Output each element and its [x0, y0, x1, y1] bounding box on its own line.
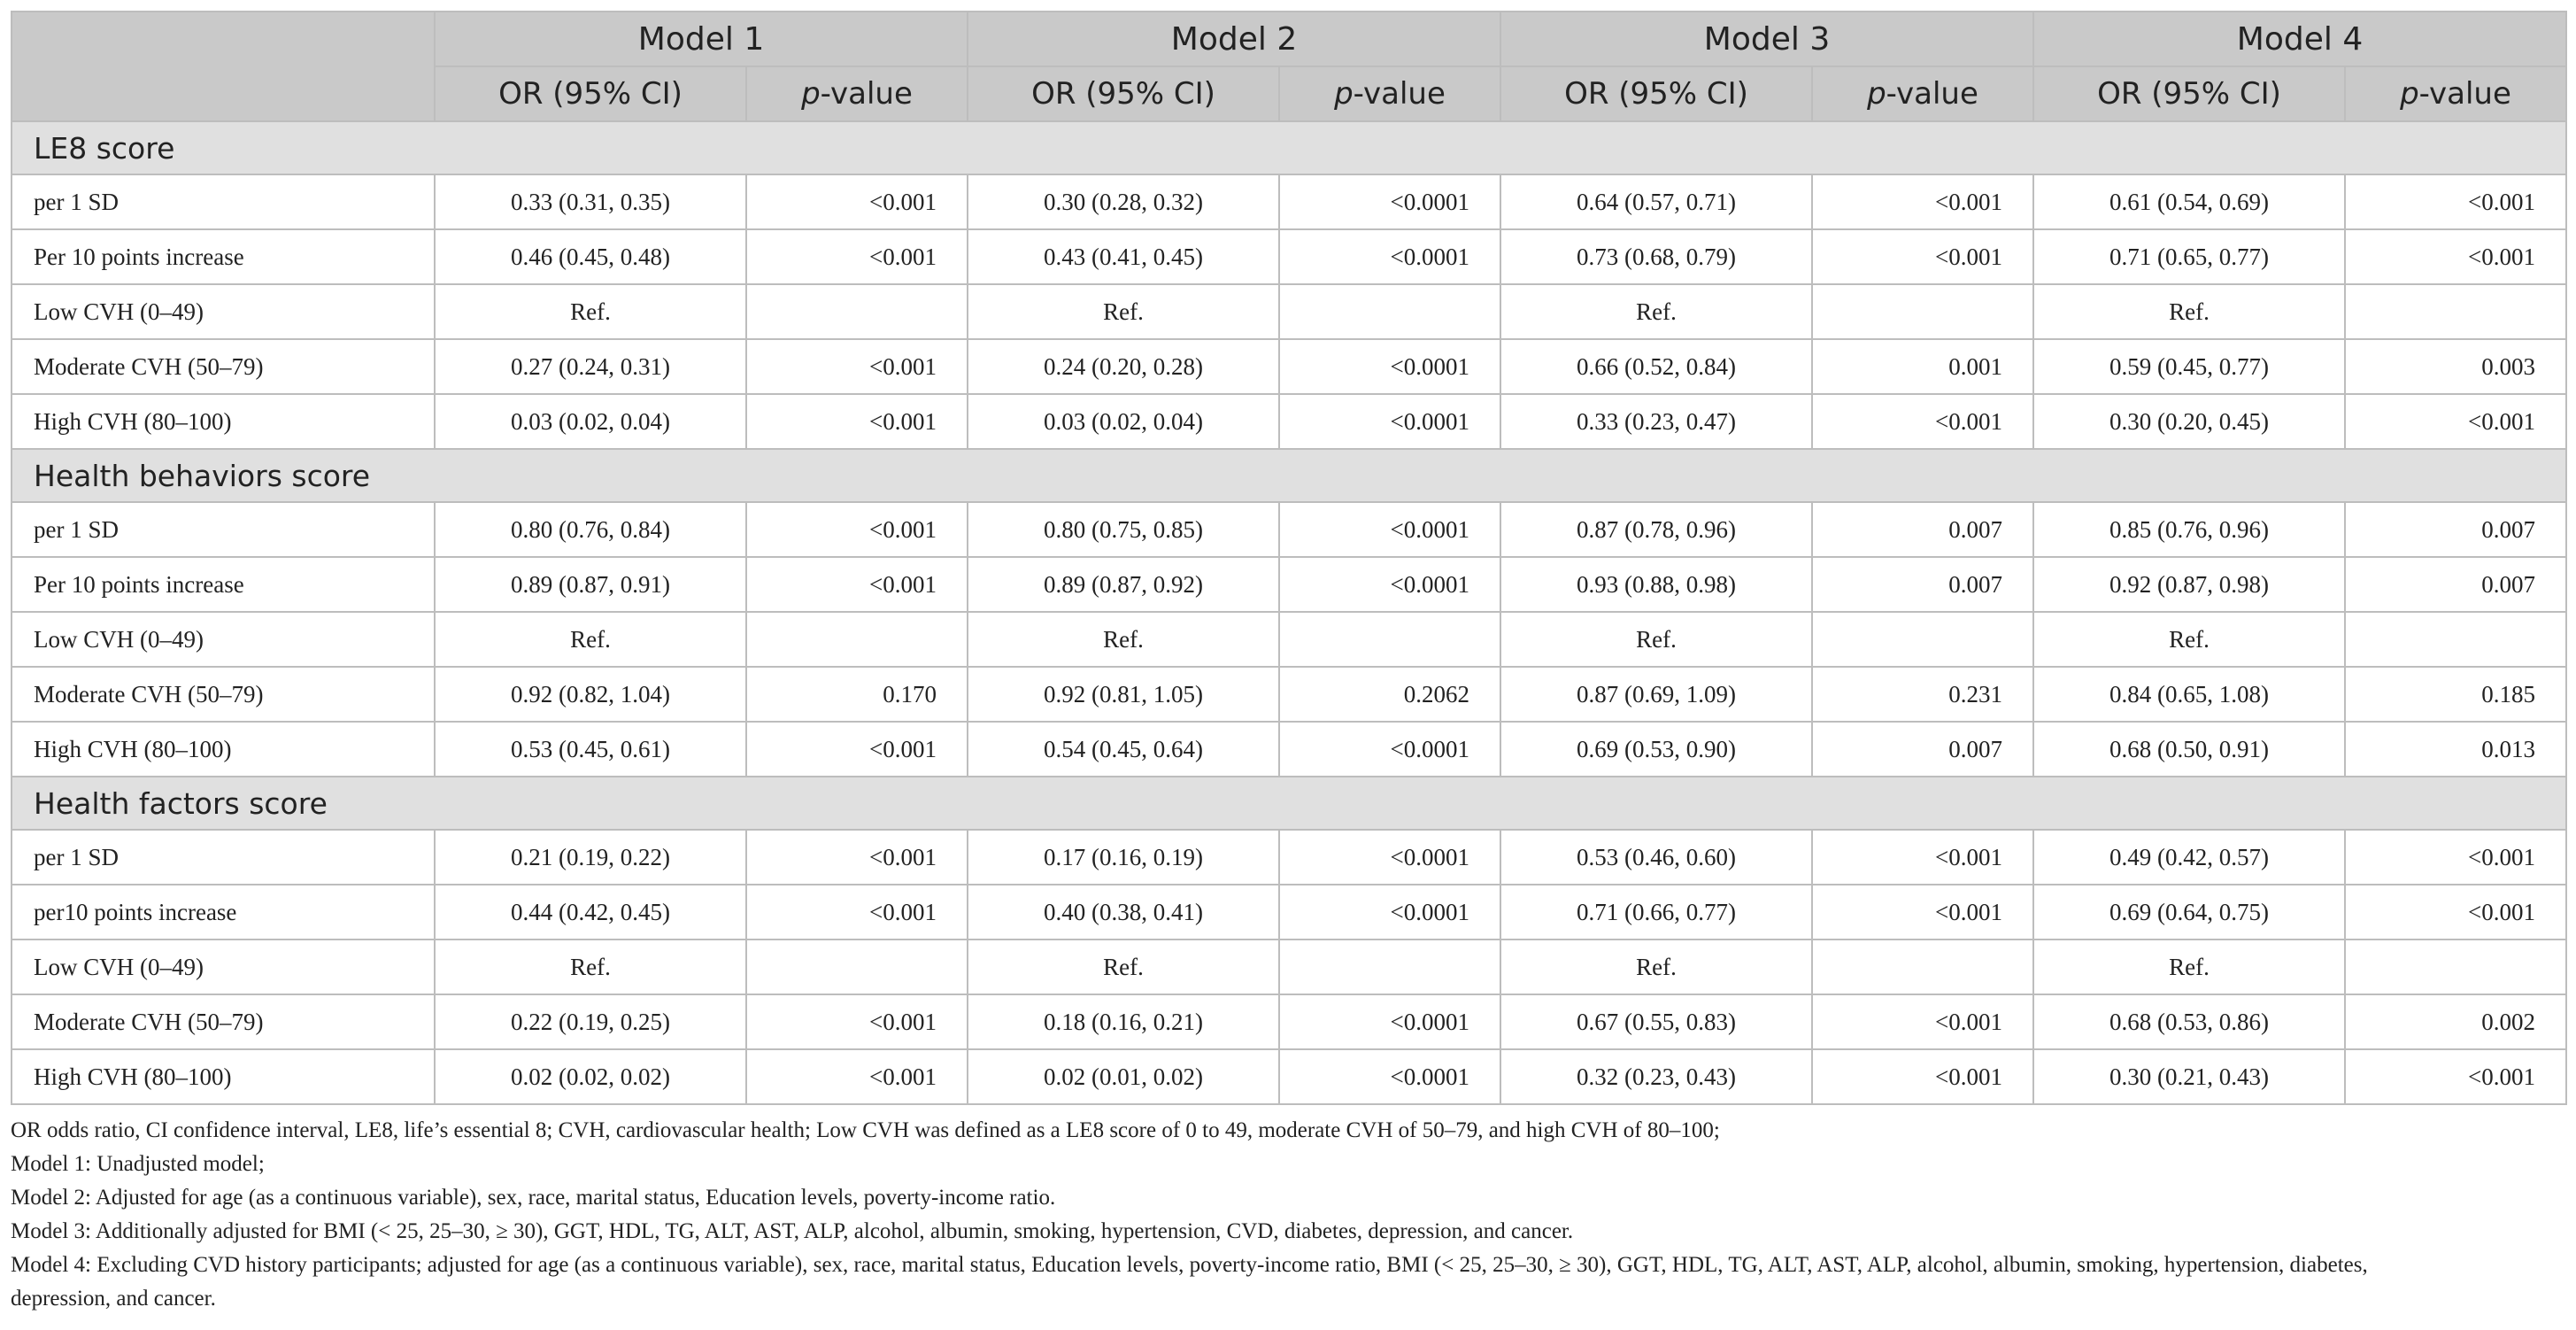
p-value-cell: <0.001 — [1812, 830, 2033, 885]
p-value-cell: <0.001 — [746, 557, 968, 612]
row-label: Moderate CVH (50–79) — [12, 994, 435, 1049]
or-ci-cell: Ref. — [1500, 940, 1812, 994]
or-ci-cell: 0.69 (0.64, 0.75) — [2033, 885, 2345, 940]
p-value-cell: <0.001 — [746, 994, 968, 1049]
p-value-cell: <0.001 — [1812, 394, 2033, 449]
p-value-cell: <0.0001 — [1279, 502, 1500, 557]
or-ci-cell: 0.80 (0.75, 0.85) — [968, 502, 1279, 557]
section-header-row — [12, 449, 2566, 502]
or-ci-cell: 0.27 (0.24, 0.31) — [435, 339, 746, 394]
or-ci-cell: 0.64 (0.57, 0.71) — [1500, 174, 1812, 229]
model-4-header: Model 4 — [2033, 12, 2566, 66]
p-suffix: -value — [2418, 76, 2511, 112]
p-value-cell: <0.001 — [1812, 1049, 2033, 1104]
table-body — [12, 121, 2566, 1104]
table-row — [12, 394, 2566, 449]
footnote-line: Model 1: Unadjusted model; — [11, 1152, 265, 1176]
p-value-cell — [1812, 284, 2033, 339]
p-value-cell: 0.001 — [1812, 339, 2033, 394]
p-letter: p — [801, 76, 821, 112]
odds-ratio-table — [11, 11, 2567, 1105]
p-value-header — [2345, 66, 2566, 121]
or-ci-cell: 0.73 (0.68, 0.79) — [1500, 229, 1812, 284]
p-value-cell — [746, 284, 968, 339]
p-value-cell: 0.002 — [2345, 994, 2566, 1049]
or-ci-cell: 0.40 (0.38, 0.41) — [968, 885, 1279, 940]
section-title: Health behaviors score — [12, 449, 2566, 502]
or-ci-cell: 0.02 (0.01, 0.02) — [968, 1049, 1279, 1104]
row-label: Low CVH (0–49) — [12, 284, 435, 339]
row-label: High CVH (80–100) — [12, 394, 435, 449]
p-value-cell: 0.170 — [746, 667, 968, 722]
table-row — [12, 284, 2566, 339]
or-ci-cell: 0.68 (0.53, 0.86) — [2033, 994, 2345, 1049]
footnote-line: Model 2: Adjusted for age (as a continuous variable), sex, race, marital status, Education levels, poverty-income ratio. — [11, 1186, 1056, 1210]
or-ci-header: OR (95% CI) — [1500, 66, 1812, 121]
p-value-cell — [2345, 284, 2566, 339]
p-value-cell: 0.007 — [1812, 502, 2033, 557]
p-value-cell: <0.0001 — [1279, 174, 1500, 229]
or-ci-cell: 0.18 (0.16, 0.21) — [968, 994, 1279, 1049]
model-3-header: Model 3 — [1500, 12, 2033, 66]
p-value-cell — [1279, 284, 1500, 339]
p-value-cell: <0.001 — [1812, 174, 2033, 229]
p-value-cell — [1812, 612, 2033, 667]
p-value-cell: <0.001 — [746, 722, 968, 777]
or-ci-cell: 0.80 (0.76, 0.84) — [435, 502, 746, 557]
table-row — [12, 940, 2566, 994]
or-ci-cell: 0.02 (0.02, 0.02) — [435, 1049, 746, 1104]
or-ci-cell: 0.71 (0.66, 0.77) — [1500, 885, 1812, 940]
p-value-cell: <0.001 — [746, 885, 968, 940]
table-row — [12, 557, 2566, 612]
footnote-line: OR odds ratio, CI confidence interval, LE8, life’s essential 8; CVH, cardiovascular health; Low CVH was defined as a LE8 score of 0 to 49, moderate CVH of 50–79, and high CVH of 80–100; — [11, 1118, 1720, 1142]
p-value-cell: <0.0001 — [1279, 339, 1500, 394]
table-row — [12, 229, 2566, 284]
or-ci-cell: Ref. — [968, 940, 1279, 994]
row-label: Per 10 points increase — [12, 557, 435, 612]
table-row — [12, 1049, 2566, 1104]
model-header-row — [12, 12, 2566, 66]
or-ci-cell: Ref. — [435, 612, 746, 667]
or-ci-cell: 0.59 (0.45, 0.77) — [2033, 339, 2345, 394]
table-row — [12, 994, 2566, 1049]
p-value-cell: <0.001 — [746, 174, 968, 229]
or-ci-cell: 0.24 (0.20, 0.28) — [968, 339, 1279, 394]
p-value-cell — [2345, 612, 2566, 667]
section-header-row — [12, 121, 2566, 174]
footnote-line: Model 4: Excluding CVD history participants; adjusted for age (as a continuous variable), sex, race, marital status, Education levels, poverty-income ratio, BMI (< 25, 25–30, ≥ 30), GGT, HDL, TG, ALT, AST, ALP, alcohol, albumin, smoking, hypertension, diabetes, — [11, 1253, 2368, 1277]
row-label: per 1 SD — [12, 174, 435, 229]
table-row — [12, 612, 2566, 667]
p-value-cell: 0.185 — [2345, 667, 2566, 722]
p-value-cell: <0.0001 — [1279, 830, 1500, 885]
or-ci-cell: 0.33 (0.23, 0.47) — [1500, 394, 1812, 449]
table-footnotes — [11, 1114, 2565, 1316]
or-ci-cell: 0.92 (0.81, 1.05) — [968, 667, 1279, 722]
table-row — [12, 174, 2566, 229]
p-value-cell — [1279, 940, 1500, 994]
section-header-row — [12, 777, 2566, 830]
model-1-header: Model 1 — [435, 12, 968, 66]
row-label: Low CVH (0–49) — [12, 940, 435, 994]
row-label: High CVH (80–100) — [12, 1049, 435, 1104]
p-value-cell: <0.001 — [2345, 830, 2566, 885]
p-suffix: -value — [1353, 76, 1446, 112]
p-letter: p — [2400, 76, 2419, 112]
or-ci-cell: 0.93 (0.88, 0.98) — [1500, 557, 1812, 612]
p-letter: p — [1867, 76, 1886, 112]
or-ci-cell: Ref. — [2033, 284, 2345, 339]
or-ci-cell: Ref. — [435, 284, 746, 339]
or-ci-cell: Ref. — [1500, 612, 1812, 667]
section-title: Health factors score — [12, 777, 2566, 830]
p-value-cell: <0.0001 — [1279, 722, 1500, 777]
row-label: per10 points increase — [12, 885, 435, 940]
p-value-cell: <0.001 — [1812, 885, 2033, 940]
p-value-cell: <0.0001 — [1279, 229, 1500, 284]
row-label: per 1 SD — [12, 502, 435, 557]
or-ci-cell: 0.87 (0.69, 1.09) — [1500, 667, 1812, 722]
or-ci-cell: 0.89 (0.87, 0.92) — [968, 557, 1279, 612]
p-value-cell: <0.0001 — [1279, 994, 1500, 1049]
or-ci-cell: 0.68 (0.50, 0.91) — [2033, 722, 2345, 777]
p-value-cell: <0.0001 — [1279, 557, 1500, 612]
or-ci-cell: 0.03 (0.02, 0.04) — [435, 394, 746, 449]
table-row — [12, 667, 2566, 722]
p-suffix: -value — [820, 76, 913, 112]
or-ci-cell: 0.54 (0.45, 0.64) — [968, 722, 1279, 777]
p-value-cell: 0.007 — [1812, 722, 2033, 777]
or-ci-cell: 0.22 (0.19, 0.25) — [435, 994, 746, 1049]
or-ci-cell: Ref. — [968, 612, 1279, 667]
row-label: per 1 SD — [12, 830, 435, 885]
row-label: Moderate CVH (50–79) — [12, 667, 435, 722]
row-label: Per 10 points increase — [12, 229, 435, 284]
p-value-cell: <0.001 — [2345, 394, 2566, 449]
table-row — [12, 502, 2566, 557]
or-ci-cell: 0.46 (0.45, 0.48) — [435, 229, 746, 284]
or-ci-cell: 0.33 (0.31, 0.35) — [435, 174, 746, 229]
p-value-cell: <0.001 — [1812, 994, 2033, 1049]
or-ci-cell: Ref. — [2033, 940, 2345, 994]
or-ci-cell: 0.92 (0.87, 0.98) — [2033, 557, 2345, 612]
p-value-cell: 0.231 — [1812, 667, 2033, 722]
or-ci-cell: 0.49 (0.42, 0.57) — [2033, 830, 2345, 885]
p-value-cell — [1279, 612, 1500, 667]
p-value-cell: <0.001 — [746, 502, 968, 557]
or-ci-cell: 0.53 (0.46, 0.60) — [1500, 830, 1812, 885]
p-value-cell: 0.003 — [2345, 339, 2566, 394]
or-ci-header: OR (95% CI) — [968, 66, 1279, 121]
or-ci-cell: Ref. — [1500, 284, 1812, 339]
or-ci-cell: 0.03 (0.02, 0.04) — [968, 394, 1279, 449]
footnote-line: Model 3: Additionally adjusted for BMI (< 25, 25–30, ≥ 30), GGT, HDL, TG, ALT, AST, ALP, alcohol, albumin, smoking, hypertension, CVD, diabetes, depression, and cancer. — [11, 1219, 1574, 1243]
p-value-cell: <0.001 — [2345, 174, 2566, 229]
or-ci-cell: 0.43 (0.41, 0.45) — [968, 229, 1279, 284]
or-ci-cell: 0.30 (0.20, 0.45) — [2033, 394, 2345, 449]
p-value-cell — [1812, 940, 2033, 994]
p-value-cell: <0.001 — [2345, 229, 2566, 284]
or-ci-cell: Ref. — [2033, 612, 2345, 667]
or-ci-cell: 0.21 (0.19, 0.22) — [435, 830, 746, 885]
or-ci-cell: 0.71 (0.65, 0.77) — [2033, 229, 2345, 284]
p-value-cell — [2345, 940, 2566, 994]
p-value-cell — [746, 940, 968, 994]
p-letter: p — [1334, 76, 1354, 112]
p-value-header — [1812, 66, 2033, 121]
p-value-cell: <0.0001 — [1279, 1049, 1500, 1104]
p-suffix: -value — [1886, 76, 1978, 112]
table-row — [12, 722, 2566, 777]
or-ci-cell: Ref. — [435, 940, 746, 994]
or-ci-cell: 0.85 (0.76, 0.96) — [2033, 502, 2345, 557]
p-value-cell: <0.001 — [746, 830, 968, 885]
p-value-cell: <0.001 — [2345, 885, 2566, 940]
stub-header — [12, 12, 435, 121]
p-value-cell: 0.007 — [2345, 502, 2566, 557]
or-ci-header: OR (95% CI) — [435, 66, 746, 121]
p-value-cell: <0.0001 — [1279, 394, 1500, 449]
results-table-container — [11, 11, 2565, 1316]
or-ci-cell: 0.87 (0.78, 0.96) — [1500, 502, 1812, 557]
or-ci-cell: 0.61 (0.54, 0.69) — [2033, 174, 2345, 229]
or-ci-cell: 0.17 (0.16, 0.19) — [968, 830, 1279, 885]
p-value-header — [746, 66, 968, 121]
row-label: Low CVH (0–49) — [12, 612, 435, 667]
or-ci-cell: 0.44 (0.42, 0.45) — [435, 885, 746, 940]
p-value-cell: <0.001 — [1812, 229, 2033, 284]
table-row — [12, 885, 2566, 940]
or-ci-cell: 0.32 (0.23, 0.43) — [1500, 1049, 1812, 1104]
or-ci-cell: Ref. — [968, 284, 1279, 339]
p-value-cell: <0.001 — [746, 229, 968, 284]
p-value-cell: <0.001 — [2345, 1049, 2566, 1104]
section-title: LE8 score — [12, 121, 2566, 174]
row-label: Moderate CVH (50–79) — [12, 339, 435, 394]
table-row — [12, 339, 2566, 394]
or-ci-cell: 0.67 (0.55, 0.83) — [1500, 994, 1812, 1049]
p-value-cell — [746, 612, 968, 667]
table-row — [12, 830, 2566, 885]
or-ci-cell: 0.92 (0.82, 1.04) — [435, 667, 746, 722]
or-ci-cell: 0.84 (0.65, 1.08) — [2033, 667, 2345, 722]
p-value-cell: 0.2062 — [1279, 667, 1500, 722]
p-value-header — [1279, 66, 1500, 121]
or-ci-cell: 0.53 (0.45, 0.61) — [435, 722, 746, 777]
or-ci-cell: 0.30 (0.21, 0.43) — [2033, 1049, 2345, 1104]
p-value-cell: <0.001 — [746, 1049, 968, 1104]
or-ci-cell: 0.69 (0.53, 0.90) — [1500, 722, 1812, 777]
or-ci-cell: 0.66 (0.52, 0.84) — [1500, 339, 1812, 394]
p-value-cell: <0.001 — [746, 394, 968, 449]
p-value-cell: <0.0001 — [1279, 885, 1500, 940]
footnote-line: depression, and cancer. — [11, 1287, 216, 1311]
p-value-cell: 0.007 — [2345, 557, 2566, 612]
p-value-cell: <0.001 — [746, 339, 968, 394]
or-ci-header: OR (95% CI) — [2033, 66, 2345, 121]
model-2-header: Model 2 — [968, 12, 1500, 66]
p-value-cell: 0.013 — [2345, 722, 2566, 777]
p-value-cell: 0.007 — [1812, 557, 2033, 612]
or-ci-cell: 0.30 (0.28, 0.32) — [968, 174, 1279, 229]
or-ci-cell: 0.89 (0.87, 0.91) — [435, 557, 746, 612]
row-label: High CVH (80–100) — [12, 722, 435, 777]
